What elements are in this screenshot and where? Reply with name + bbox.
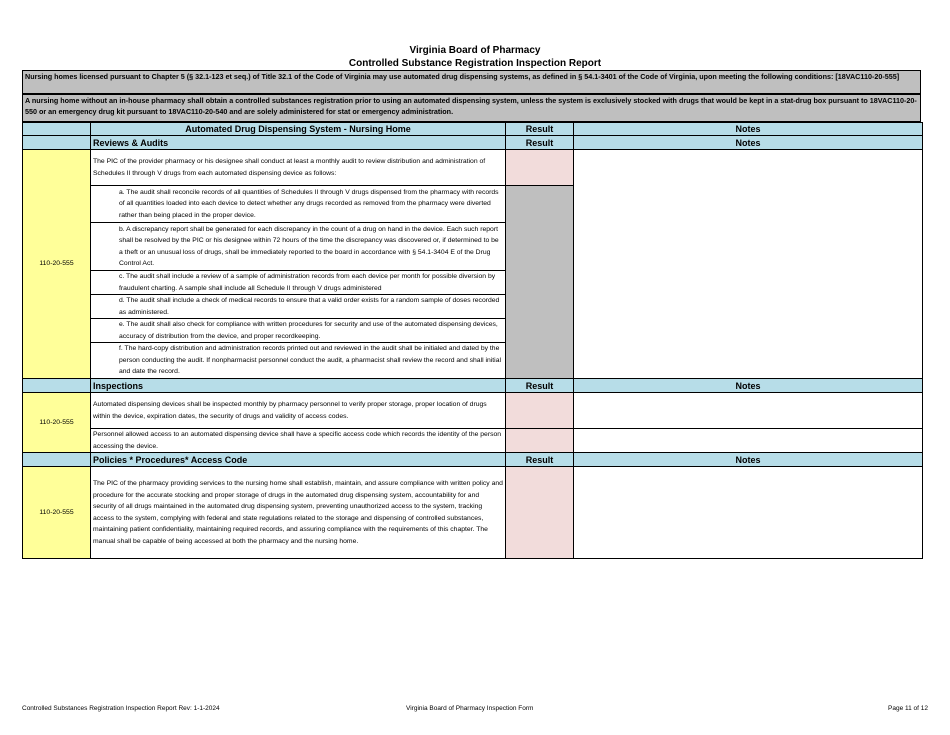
table-title-row: [23, 123, 923, 136]
requirement-text: f. The hard-copy distribution and administration records printed out and reviewed in the audit shall be initialed and dated by the person conducting the audit. If nonpharmacist personnel conduct the audit, a pharmacist shall review the record and shall initial and date the record.: [91, 343, 506, 379]
footer-page-number: Page 11 of 12: [888, 705, 928, 712]
result-cell-disabled: [506, 186, 574, 379]
section-header-policies: [23, 453, 923, 467]
intro-paragraph-2: A nursing home without an in-house pharmacy shall obtain a controlled substances registration prior to using an automated dispensing system, unless the system is exclusively stocked with drugs that would be kept in a stat-drug box pursuant to 18VAC110-20-550 or an emergency drug kit pursuant to 18VAC110-20-540 and are solely administered for stat or emergency administration.: [22, 94, 921, 122]
requirement-text: The PIC of the provider pharmacy or his designee shall conduct at least a monthly audit to review distribution and administration of Schedules II through V drugs from each automated dispensing device as follows:: [91, 150, 506, 186]
section-code-cell: [23, 136, 91, 150]
section-result-header: Result: [506, 379, 574, 393]
requirement-text: d. The audit shall include a check of medical records to ensure that a valid order exists for a random sample of doses recorded as administered.: [91, 295, 506, 319]
requirement-text: a. The audit shall reconcile records of all quantities of Schedules II through V drugs dispensed from the pharmacy with records of all quantities loaded into each device to detect whether any drugs recorded as removed from the pharmacy were diverted rather than being placed in the proper device.: [91, 186, 506, 223]
requirement-text: The PIC of the pharmacy providing services to the nursing home shall establish, maintain, and assure compliance with written policy and procedure for the accurate stocking and proper storage of drugs in the automated drug dispensing system, accountability for and security of all drugs maintained in the automated drug dispensing system, preventing unauthorized access to the system, tracking access to the system, complying with federal and state regulations related to the storage and dispensing of controlled substances, maintaining patient confidentiality, maintaining required records, and assuring compliance with the requirements of this chapter. The manual shall be capable of being accessed at both the pharmacy and the nursing home.: [91, 467, 506, 559]
section-title: Policies * Procedures* Access Code: [91, 453, 506, 467]
report-agency-title: Virginia Board of Pharmacy: [409, 45, 541, 56]
notes-cell[interactable]: [574, 393, 923, 429]
footer-revision: Controlled Substances Registration Inspection Report Rev: 1-1-2024: [22, 705, 220, 712]
result-cell[interactable]: [506, 150, 574, 186]
section-header-reviews-audits: [23, 136, 923, 150]
table-row: [23, 467, 923, 559]
notes-cell[interactable]: [574, 429, 923, 453]
section-code-cell: [23, 453, 91, 467]
regulation-code: 110-20-555: [23, 393, 91, 453]
requirement-text: e. The audit shall also check for compliance with written procedures for security and use of the automated dispensing devices, accuracy of distribution from the device, and proper recordkeeping.: [91, 319, 506, 343]
regulation-code: 110-20-555: [23, 150, 91, 379]
table-row: [23, 393, 923, 429]
section-result-header: Result: [506, 136, 574, 150]
section-notes-header: Notes: [574, 136, 923, 150]
notes-cell[interactable]: [574, 467, 923, 559]
table-row: [23, 150, 923, 186]
requirement-text: Automated dispensing devices shall be inspected monthly by pharmacy personnel to verify proper storage, proper location of drugs within the device, expiration dates, the security of drugs and validity of access codes.: [91, 393, 506, 429]
notes-column-header: Notes: [574, 123, 923, 136]
footer-form-name: Virginia Board of Pharmacy Inspection Form: [406, 705, 534, 712]
notes-cell[interactable]: [574, 150, 923, 379]
section-result-header: Result: [506, 453, 574, 467]
section-notes-header: Notes: [574, 453, 923, 467]
intro-paragraph-1: Nursing homes licensed pursuant to Chapter 5 (§ 32.1-123 et seq.) of Title 32.1 of the Code of Virginia may use automated drug dispensing systems, as defined in § 54.1-3401 of the Code of Virginia, upon meeting the following conditions: [18VAC110-20-555]: [22, 70, 921, 94]
section-notes-header: Notes: [574, 379, 923, 393]
requirement-text: b. A discrepancy report shall be generated for each discrepancy in the count of a drug on hand in the device. Each such report shall be resolved by the PIC or his designee within 72 hours of the time the discrepancy was discovered or, if determined to be a theft or an unusual loss of drugs, shall be immediately reported to the board in accordance with § 54.1-3404 E of the Drug Control Act.: [91, 223, 506, 271]
section-title: Inspections: [91, 379, 506, 393]
result-cell[interactable]: [506, 429, 574, 453]
result-cell[interactable]: [506, 393, 574, 429]
section-title: Reviews & Audits: [91, 136, 506, 150]
inspection-table: [22, 122, 923, 559]
section-header-inspections: [23, 379, 923, 393]
result-cell[interactable]: [506, 467, 574, 559]
result-column-header: Result: [506, 123, 574, 136]
report-title: Controlled Substance Registration Inspection Report: [348, 58, 602, 69]
requirement-text: c. The audit shall include a review of a sample of administration records from each device per month for possible diversion by fraudulent charting. A sample shall include all Schedule II through V drugs administered: [91, 271, 506, 295]
title-row-code-cell: [23, 123, 91, 136]
requirement-text: Personnel allowed access to an automated dispensing device shall have a specific access code which records the identity of the person accessing the device.: [91, 429, 506, 453]
table-row: [23, 429, 923, 453]
regulation-code: 110-20-555: [23, 467, 91, 559]
table-title: Automated Drug Dispensing System - Nursing Home: [91, 123, 506, 136]
section-code-cell: [23, 379, 91, 393]
